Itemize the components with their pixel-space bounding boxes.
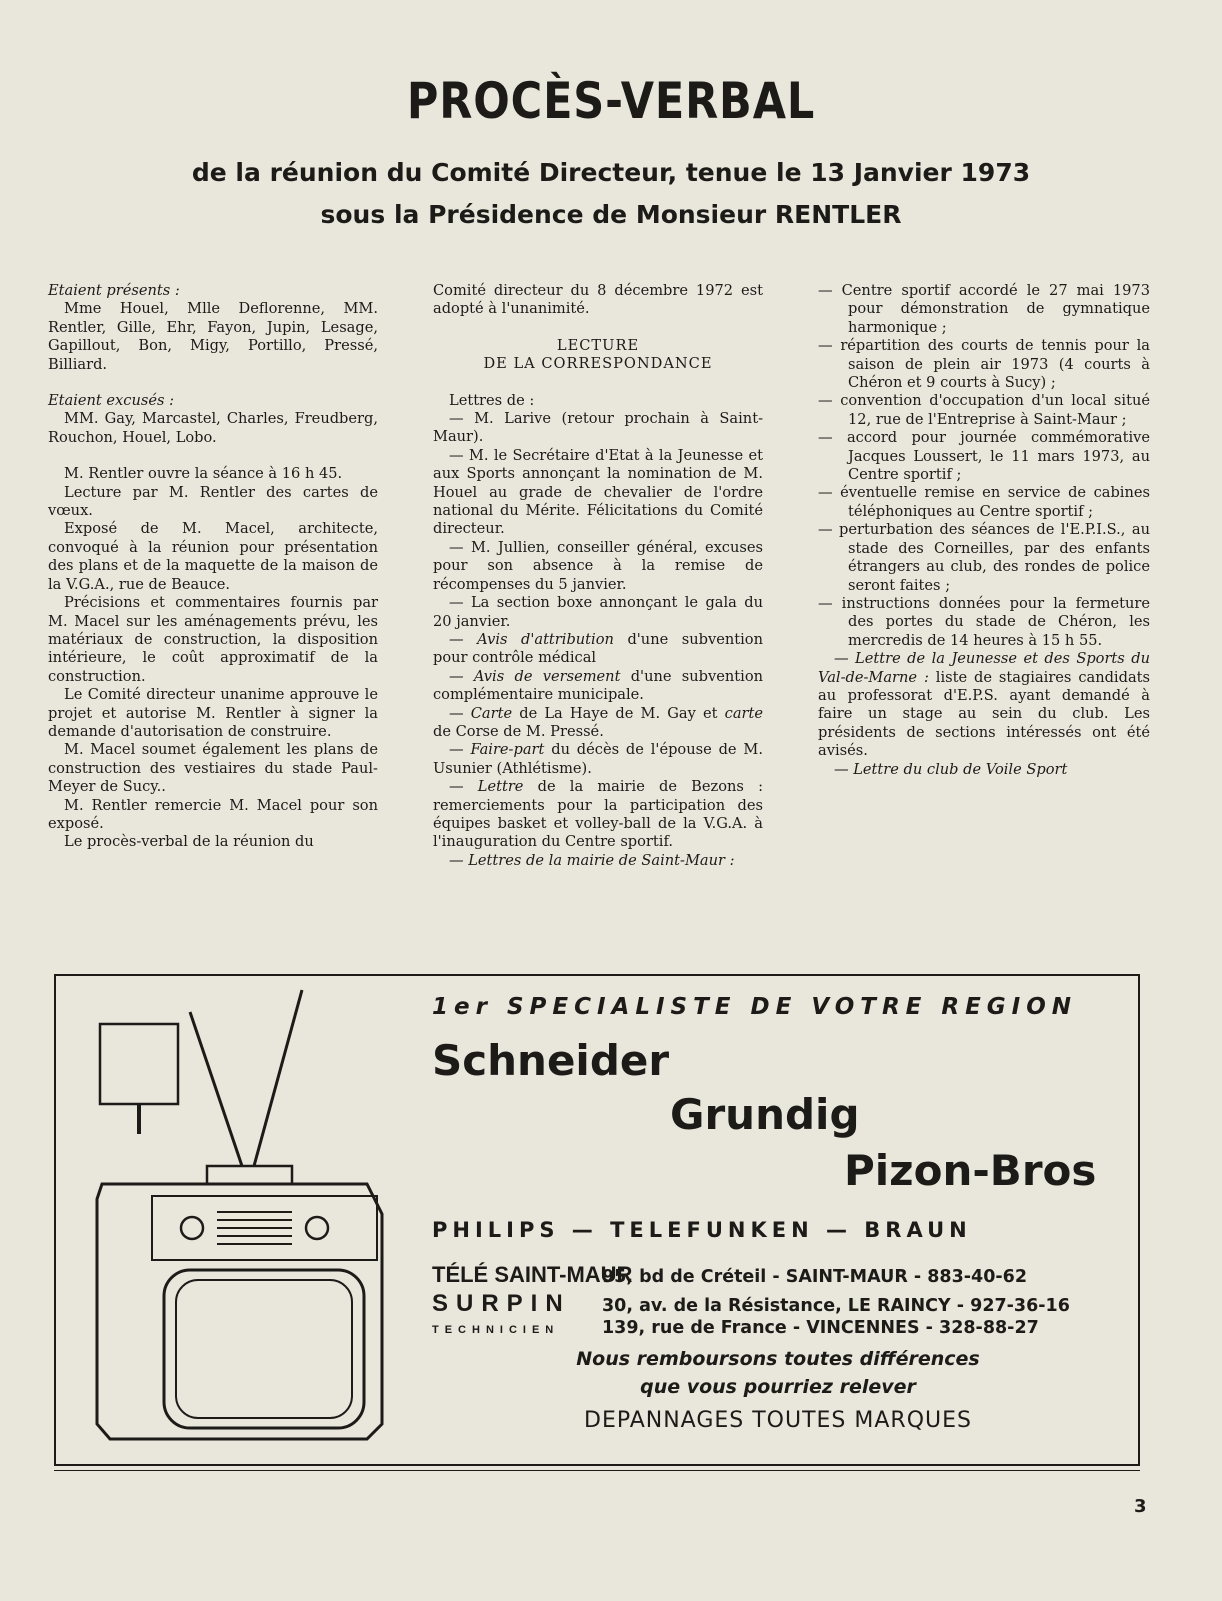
letter-text: de Corse de M. Pressé. bbox=[433, 722, 604, 740]
letter-text: du décès de l'épouse de M. Usunier (Athlétisme). bbox=[433, 741, 763, 777]
shop-addresses bbox=[432, 1262, 1132, 1346]
presents-list: Mme Houel, Mlle Deflorenne, MM. Rentler, Gille, Ehr, Fayon, Jupin, Lesage, Gapillout, Bon, Migy, Portillo, Pressé, Billiard. bbox=[48, 300, 378, 373]
letter-item: — M. le Secrétaire d'Etat à la Jeunesse et aux Sports annonçant la nomination de M. Houel au grade de chevalier de l'ordre national du Mérite. Félicitations du Comité directeur. bbox=[433, 446, 763, 538]
letter-item: — La section boxe annonçant le gala du 20 janvier. bbox=[433, 594, 763, 630]
letter-lead: carte bbox=[724, 704, 763, 722]
letter-item bbox=[433, 705, 763, 742]
letter-text: de la mairie de Bezons : remerciements pour la participation des équipes basket et volley-ball de la V.G.A. à l'inauguration du Centre sportif. bbox=[433, 778, 763, 851]
paragraph bbox=[818, 650, 1150, 760]
letter-lead: — Lettre bbox=[449, 778, 524, 796]
list-item: — instructions données pour la fermeture des portes du stade de Chéron, les mercredis de 14 heures à 15 h 55. bbox=[818, 594, 1150, 649]
television-icon bbox=[92, 984, 402, 1454]
page-number: 3 bbox=[1134, 1496, 1147, 1517]
paragraph: Exposé de M. Macel, architecte, convoqué à la réunion pour présentation des plans et de la maquette de la maison de la V.G.A., rue de Beauce. bbox=[48, 520, 378, 593]
presents-label: Etaient présents : bbox=[48, 282, 180, 299]
ad-bottom-rule bbox=[54, 1470, 1140, 1471]
excuses-label: Etaient excusés : bbox=[48, 392, 175, 410]
subtitle-meeting: de la réunion du Comité Directeur, tenue le 13 Janvier 1973 bbox=[191, 158, 1031, 187]
column-2 bbox=[433, 282, 763, 870]
slogan-line-2: que vous pourriez relever bbox=[640, 1376, 916, 1398]
shop-row bbox=[432, 1262, 1132, 1290]
list-item: — Centre sportif accordé le 27 mai 1973 pour démonstration de gymnatique harmonique ; bbox=[818, 282, 1150, 336]
paragraph: M. Rentler ouvre la séance à 16 h 45. bbox=[64, 465, 343, 483]
ad-tagline: 1er SPECIALISTE DE VOTRE REGION bbox=[432, 994, 1078, 1020]
list-item: — éventuelle remise en service de cabines téléphoniques au Centre sportif ; bbox=[818, 484, 1150, 520]
paragraph: — Lettre du club de Voile Sport bbox=[834, 760, 1068, 778]
letters-intro: Lettres de : bbox=[449, 391, 535, 409]
letter-item: — Lettres de la mairie de Saint-Maur : bbox=[449, 851, 735, 869]
shop-row bbox=[432, 1318, 1132, 1346]
shop-name: SURPIN bbox=[432, 1290, 571, 1317]
shop-address: 30, av. de la Résistance, LE RAINCY - 927-36-16 bbox=[602, 1296, 1070, 1316]
letter-item bbox=[433, 778, 763, 852]
letter-item: — M. Jullien, conseiller général, excuses pour son absence à la remise de récompenses du 5 janvier. bbox=[433, 538, 763, 593]
list-item: — accord pour journée commémorative Jacques Loussert, le 11 mars 1973, au Centre sportif ; bbox=[818, 429, 1150, 484]
excuses-list: MM. Gay, Marcastel, Charles, Freudberg, Rouchon, Houel, Lobo. bbox=[48, 410, 378, 446]
paragraph: Précisions et commentaires fournis par M. Macel sur les aménagements prévu, les matériaux de construction, la disposition intérieure, le coût approximatif de la construction. bbox=[48, 594, 378, 685]
brand-grundig: Grundig bbox=[670, 1090, 860, 1139]
letter-text: liste de stagiaires candidats au professorat d'E.P.S. ayant demandé à faire un stage au sein du club. Les présidents de sections intéressés ont été avisés. bbox=[818, 668, 1151, 760]
list-item: — répartition des courts de tennis pour la saison de plein air 1973 (4 courts à Chéron et 9 courts à Sucy) ; bbox=[818, 337, 1150, 392]
brand-lineup: PHILIPS — TELEFUNKEN — BRAUN bbox=[432, 1218, 972, 1242]
section-heading: DE LA CORRESPONDANCE bbox=[483, 355, 713, 373]
page-title: PROCÈS-VERBAL bbox=[406, 72, 816, 130]
paragraph: M. Rentler remercie M. Macel pour son exposé. bbox=[48, 796, 378, 832]
letter-item bbox=[433, 741, 763, 778]
shop-row bbox=[432, 1290, 1132, 1318]
column-1 bbox=[48, 282, 378, 852]
letter-lead: — Avis de versement bbox=[449, 667, 621, 685]
list-item: — convention d'occupation d'un local situé 12, rue de l'Entreprise à Saint-Maur ; bbox=[818, 392, 1150, 428]
letter-text: de La Haye de M. Gay et bbox=[512, 704, 725, 722]
repair-banner: DEPANNAGES TOUTES MARQUES bbox=[584, 1408, 972, 1433]
letter-item: — M. Larive (retour prochain à Saint-Maur). bbox=[433, 410, 763, 446]
letter-text: d'une subvention complémentaire municipale. bbox=[433, 667, 764, 704]
paragraph: M. Macel soumet également les plans de construction des vestiaires du stade Paul-Meyer de Sucy.. bbox=[48, 741, 378, 796]
letter-lead: — Avis d'attribution bbox=[449, 630, 614, 648]
brand-pizon-bros: Pizon-Bros bbox=[844, 1146, 1097, 1195]
shop-name: TÉLÉ SAINT-MAUR bbox=[432, 1262, 633, 1287]
slogan-line-1: Nous remboursons toutes différences bbox=[576, 1348, 980, 1370]
shop-address: 139, rue de France - VINCENNES - 328-88-27 bbox=[602, 1318, 1039, 1338]
letter-item bbox=[433, 631, 763, 668]
letter-text: d'une subvention pour contrôle médical bbox=[433, 630, 763, 667]
letter-lead: — Carte bbox=[449, 704, 513, 722]
letter-lead: — Lettre de la Jeunesse et des Sports du Val-de-Marne : bbox=[818, 650, 1150, 686]
shop-name: TECHNICIEN bbox=[432, 1324, 560, 1336]
section-heading: LECTURE bbox=[556, 336, 640, 354]
advertisement bbox=[54, 974, 1140, 1466]
paragraph: Lecture par M. Rentler des cartes de vœux. bbox=[48, 483, 378, 520]
paragraph: Le Comité directeur unanime approuve le projet et autorise M. Rentler à signer la demande d'autorisation de construire. bbox=[48, 686, 378, 740]
list-item: — perturbation des séances de l'E.P.I.S., au stade des Corneilles, par des enfants étrangers au club, des rondes de police seront faites ; bbox=[818, 521, 1150, 594]
letter-lead: — Faire-part bbox=[449, 741, 545, 759]
brand-schneider: Schneider bbox=[432, 1036, 670, 1085]
shop-address: 95, bd de Créteil - SAINT-MAUR - 883-40-62 bbox=[602, 1267, 1027, 1287]
column-3 bbox=[818, 282, 1150, 779]
subtitle-presidency: sous la Présidence de Monsieur RENTLER bbox=[320, 200, 902, 229]
paragraph: Le procès-verbal de la réunion du bbox=[64, 833, 314, 851]
letter-item bbox=[433, 668, 763, 705]
paragraph: Comité directeur du 8 décembre 1972 est adopté à l'unanimité. bbox=[433, 282, 763, 318]
